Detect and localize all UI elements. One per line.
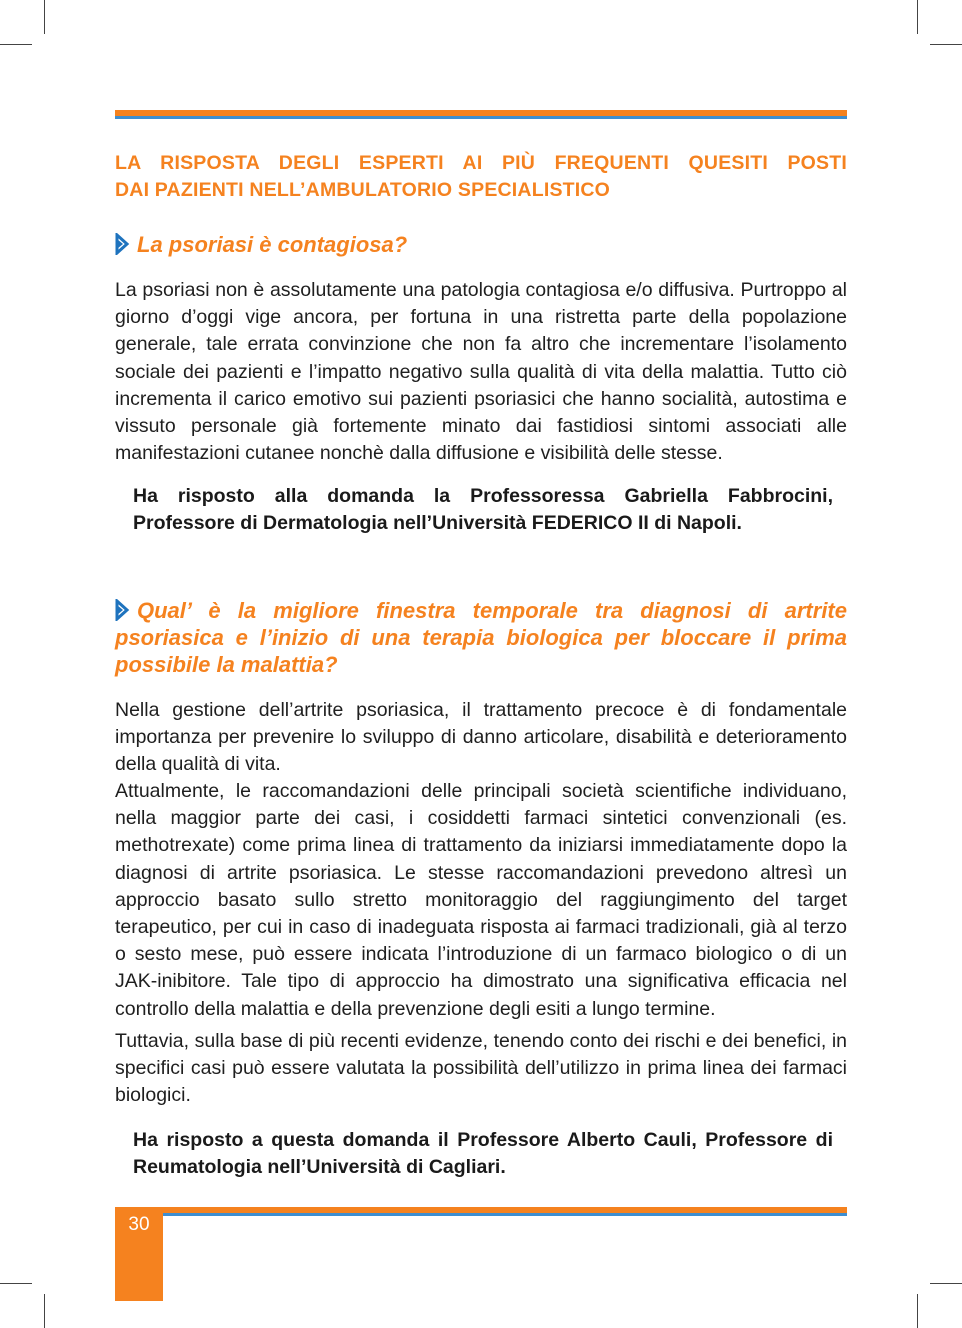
answer-1-attribution: Ha risposto alla domanda la Professoressa Gabriella Fabbrocini, Professore di Dermatologia nell’Università FEDERICO II di Napoli. [133, 485, 833, 534]
crop-mark [0, 44, 32, 45]
question-1-title [115, 231, 847, 258]
crop-mark [930, 1283, 962, 1284]
answer-2-body-2: Attualmente, le raccomandazioni delle principali società scientifiche individuano, nella maggior parte dei casi, i cosiddetti farmaci sintetici convenzionali (es. methotrexate) come prima linea di trattamento da iniziarsi immediatamente dopo la diagnosi di artrite psoriasica. Le stesse raccomandazioni prevedono altresì un approccio basato sullo stretto monitoraggio del raggiungimento del target terapeutico, per cui in caso di inadeguata risposta ai farmaci tradizionali, già al terzo o sesto mese, può essere indicata l’introduzione di un farmaco biologico o di un JAK-inibitore. Tale tipo di approccio ha dimostrato una significativa efficacia nel controllo della malattia e della prevenzione degli esiti a lungo termine. [115, 780, 847, 1020]
answer-2-body-3: Tuttavia, sulla base di più recenti evidenze, tenendo conto dei rischi e dei benefici, in specifici casi può essere valutata la possibilità dell’utilizzo in prima linea dei farmaci biologici. [115, 1030, 847, 1107]
arrow-right-icon [115, 233, 131, 255]
crop-mark [44, 1294, 45, 1328]
page-number: 30 [128, 1214, 150, 1235]
crop-mark [44, 0, 45, 34]
page-number-box [115, 1207, 163, 1301]
question-2-text: Qual’ è la migliore finestra temporale tra diagnosi di artrite psoriasica e l’inizio di una terapia biologica per bloccare il prima possibile la malattia? [115, 598, 847, 677]
top-rule [115, 110, 847, 119]
question-2-title [115, 597, 847, 678]
heading-line-2: DAI PAZIENTI NELL’AMBULATORIO SPECIALISTICO [115, 179, 611, 201]
answer-2-body-1: Nella gestione dell’artrite psoriasica, il trattamento precoce è di fondamentale importanza per prevenire lo sviluppo di danno articolare, disabilità e deterioramento della qualità di vita. [115, 699, 847, 776]
crop-mark [0, 1283, 32, 1284]
crop-mark [930, 44, 962, 45]
crop-mark [917, 1294, 918, 1328]
page-heading [115, 150, 847, 204]
heading-line-1: LA RISPOSTA DEGLI ESPERTI AI PIÙ FREQUENTI QUESITI POSTI [115, 152, 847, 174]
answer-2-attribution: Ha risposto a questa domanda il Professore Alberto Cauli, Professore di Reumatologia nell’Università di Cagliari. [133, 1129, 833, 1178]
crop-mark [917, 0, 918, 34]
answer-1-body: La psoriasi non è assolutamente una patologia contagiosa e/o diffusiva. Purtroppo al giorno d’oggi vige ancora, per fortuna in una ristretta parte della popolazione generale, tale errata convinzione che non fa altro che incrementare l’isolamento sociale dei pazienti e l’impatto negativo sulla qualità di vita della malattia. Tutto ciò incrementa il carico emotivo sui pazienti psoriasici che hanno socialità, autostima e vissuto personale già fortemente minato dai fastidiosi sintomi associati alle manifestazioni cutanee nonchè dalla diffusione e visibilità delle stesse. [115, 279, 847, 465]
question-1-text: La psoriasi è contagiosa? [137, 232, 408, 257]
arrow-right-icon [115, 599, 131, 621]
footer-rule [163, 1207, 847, 1216]
